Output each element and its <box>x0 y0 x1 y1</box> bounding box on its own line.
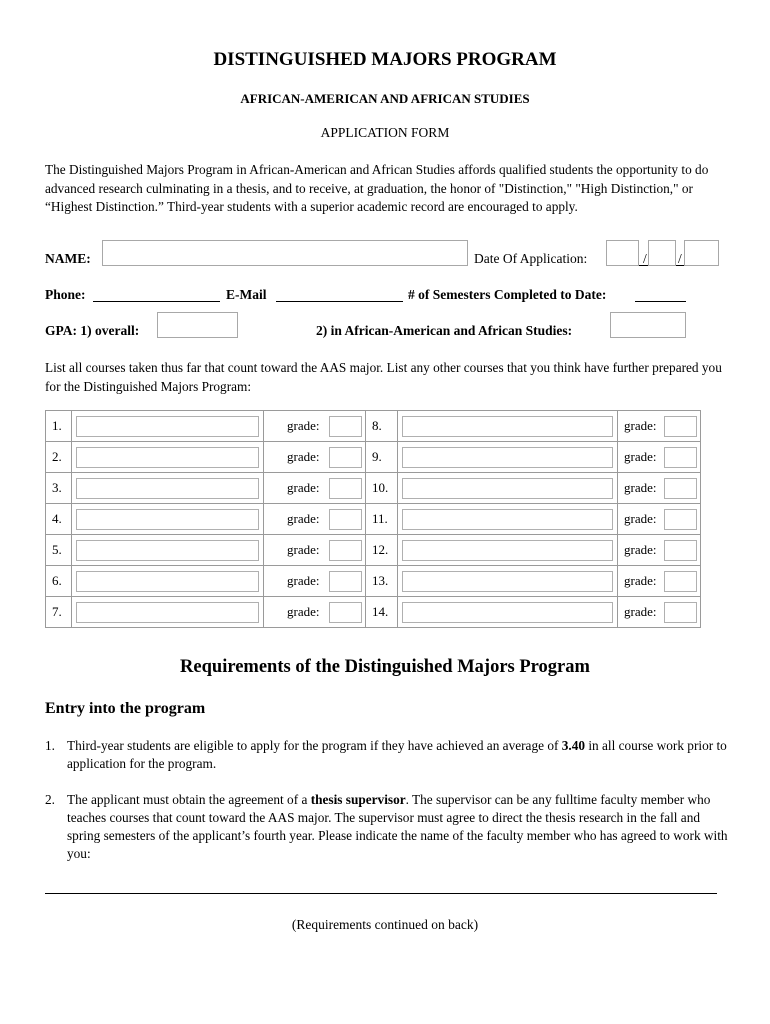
requirements-heading: Requirements of the Distinguished Majors Program <box>180 657 590 677</box>
grade-input[interactable] <box>329 416 363 437</box>
grade-label: grade: <box>264 535 326 566</box>
requirement-text: in all course work prior to application for the program. <box>67 738 727 771</box>
course-name-input[interactable] <box>402 416 613 437</box>
grade-input[interactable] <box>329 509 363 530</box>
intro-paragraph: The Distinguished Majors Program in African-American and African Studies affords qualified students the opportunity to do advanced research culminating in a thesis, and to receive, at graduation, the honor of "Distinction," "High Distinction," or “Highest Distinction.” Third-year students with a superior academic record are encouraged to apply. <box>45 162 709 214</box>
course-name-cell <box>398 442 618 473</box>
course-row <box>46 504 701 535</box>
grade-input[interactable] <box>329 571 363 592</box>
course-number: 3. <box>46 473 72 504</box>
gpa-overall-input[interactable] <box>157 312 238 338</box>
course-number: 6. <box>46 566 72 597</box>
grade-cell <box>326 535 366 566</box>
course-name-cell <box>72 442 264 473</box>
grade-label: grade: <box>618 535 661 566</box>
grade-input[interactable] <box>664 540 698 561</box>
course-number: 8. <box>366 411 398 442</box>
grade-input[interactable] <box>329 602 363 623</box>
course-name-input[interactable] <box>402 602 613 623</box>
course-number: 14. <box>366 597 398 628</box>
course-name-cell <box>72 535 264 566</box>
course-name-cell <box>72 504 264 535</box>
course-name-cell <box>398 411 618 442</box>
course-number: 5. <box>46 535 72 566</box>
name-input[interactable] <box>102 240 468 266</box>
form-label: APPLICATION FORM <box>320 125 450 140</box>
course-name-input[interactable] <box>402 478 613 499</box>
name-label: NAME: <box>45 251 91 266</box>
course-name-input[interactable] <box>402 571 613 592</box>
course-row <box>46 535 701 566</box>
course-name-input[interactable] <box>76 478 259 499</box>
gpa-aas-input[interactable] <box>610 312 686 338</box>
grade-label: grade: <box>264 411 326 442</box>
grade-input[interactable] <box>664 416 698 437</box>
grade-cell <box>326 473 366 504</box>
course-name-input[interactable] <box>402 447 613 468</box>
grade-label: grade: <box>618 473 661 504</box>
course-name-cell <box>398 566 618 597</box>
grade-label: grade: <box>618 566 661 597</box>
semesters-label: # of Semesters Completed to Date: <box>408 287 607 302</box>
course-name-cell <box>72 566 264 597</box>
courses-table <box>45 410 701 628</box>
grade-cell <box>326 597 366 628</box>
email-label: E-Mail <box>226 287 267 302</box>
course-number: 11. <box>366 504 398 535</box>
grade-label: grade: <box>264 597 326 628</box>
grade-label: grade: <box>618 442 661 473</box>
course-name-input[interactable] <box>76 602 259 623</box>
course-name-input[interactable] <box>402 540 613 561</box>
requirement-text: The applicant must obtain the agreement of a <box>67 792 311 807</box>
course-name-input[interactable] <box>76 540 259 561</box>
course-number: 9. <box>366 442 398 473</box>
course-number: 7. <box>46 597 72 628</box>
grade-label: grade: <box>618 411 661 442</box>
course-row <box>46 442 701 473</box>
course-number: 1. <box>46 411 72 442</box>
grade-label: grade: <box>618 504 661 535</box>
grade-label: grade: <box>264 566 326 597</box>
grade-input[interactable] <box>329 540 363 561</box>
phone-label: Phone: <box>45 287 86 302</box>
grade-cell <box>326 566 366 597</box>
course-number: 4. <box>46 504 72 535</box>
requirement-bold: thesis supervisor <box>310 792 406 807</box>
requirement-number: 1. <box>45 738 55 753</box>
date-year-input[interactable] <box>684 240 719 266</box>
courses-prompt: List all courses taken thus far that count toward the AAS major. List any other courses that you think have further prepared you for the Distinguished Majors Program: <box>45 360 722 394</box>
course-row <box>46 411 701 442</box>
grade-cell <box>661 504 701 535</box>
grade-input[interactable] <box>664 509 698 530</box>
course-name-input[interactable] <box>402 509 613 530</box>
grade-input[interactable] <box>664 571 698 592</box>
requirement-item-1 <box>45 737 735 773</box>
course-number: 12. <box>366 535 398 566</box>
requirement-text: Third-year students are eligible to apply for the program if they have achieved an average of <box>67 738 562 753</box>
grade-input[interactable] <box>664 602 698 623</box>
grade-label: grade: <box>618 597 661 628</box>
page-title: DISTINGUISHED MAJORS PROGRAM <box>213 49 557 70</box>
course-number: 2. <box>46 442 72 473</box>
course-name-cell <box>72 473 264 504</box>
grade-cell <box>661 566 701 597</box>
phone-input[interactable] <box>93 301 220 302</box>
requirement-item-2 <box>45 791 735 863</box>
course-name-cell <box>72 597 264 628</box>
date-label: Date Of Application: <box>474 251 588 266</box>
course-number: 10. <box>366 473 398 504</box>
gpa-overall-label: GPA: 1) overall: <box>45 323 140 338</box>
grade-cell <box>326 442 366 473</box>
grade-cell <box>661 442 701 473</box>
grade-cell <box>661 597 701 628</box>
date-day-input[interactable] <box>648 240 676 266</box>
course-name-input[interactable] <box>76 447 259 468</box>
course-name-cell <box>398 535 618 566</box>
grade-cell <box>661 411 701 442</box>
entry-heading: Entry into the program <box>45 700 206 717</box>
requirement-bold: 3.40 <box>561 738 586 753</box>
requirement-number: 2. <box>45 792 55 807</box>
grade-cell <box>326 411 366 442</box>
gpa-aas-label: 2) in African-American and African Studies: <box>316 323 573 338</box>
grade-input[interactable] <box>329 447 363 468</box>
grade-label: grade: <box>264 504 326 535</box>
grade-label: grade: <box>264 473 326 504</box>
date-month-input[interactable] <box>606 240 639 266</box>
grade-cell <box>661 535 701 566</box>
course-row <box>46 566 701 597</box>
continued-note: (Requirements continued on back) <box>291 917 479 932</box>
course-number: 13. <box>366 566 398 597</box>
requirement-text: . The supervisor can be any fulltime faculty member who teaches courses that count toward the AAS major. The supervisor must agree to direct the thesis research in the fall and spring semesters of the applicant’s fourth year. Please indicate the name of the faculty member who has agreed to work with you: <box>67 792 728 861</box>
course-name-cell <box>72 411 264 442</box>
date-separator: / <box>678 251 682 266</box>
page-subtitle: AFRICAN-AMERICAN AND AFRICAN STUDIES <box>240 91 530 106</box>
course-name-input[interactable] <box>76 509 259 530</box>
email-input[interactable] <box>276 301 403 302</box>
semesters-input[interactable] <box>635 301 686 302</box>
supervisor-name-input[interactable] <box>45 893 717 894</box>
grade-cell <box>661 473 701 504</box>
grade-input[interactable] <box>664 478 698 499</box>
date-separator: / <box>643 251 647 266</box>
grade-input[interactable] <box>329 478 363 499</box>
course-name-cell <box>398 504 618 535</box>
course-name-cell <box>398 473 618 504</box>
grade-label: grade: <box>264 442 326 473</box>
course-name-input[interactable] <box>76 571 259 592</box>
grade-input[interactable] <box>664 447 698 468</box>
course-row <box>46 597 701 628</box>
course-name-cell <box>398 597 618 628</box>
course-row <box>46 473 701 504</box>
course-name-input[interactable] <box>76 416 259 437</box>
grade-cell <box>326 504 366 535</box>
